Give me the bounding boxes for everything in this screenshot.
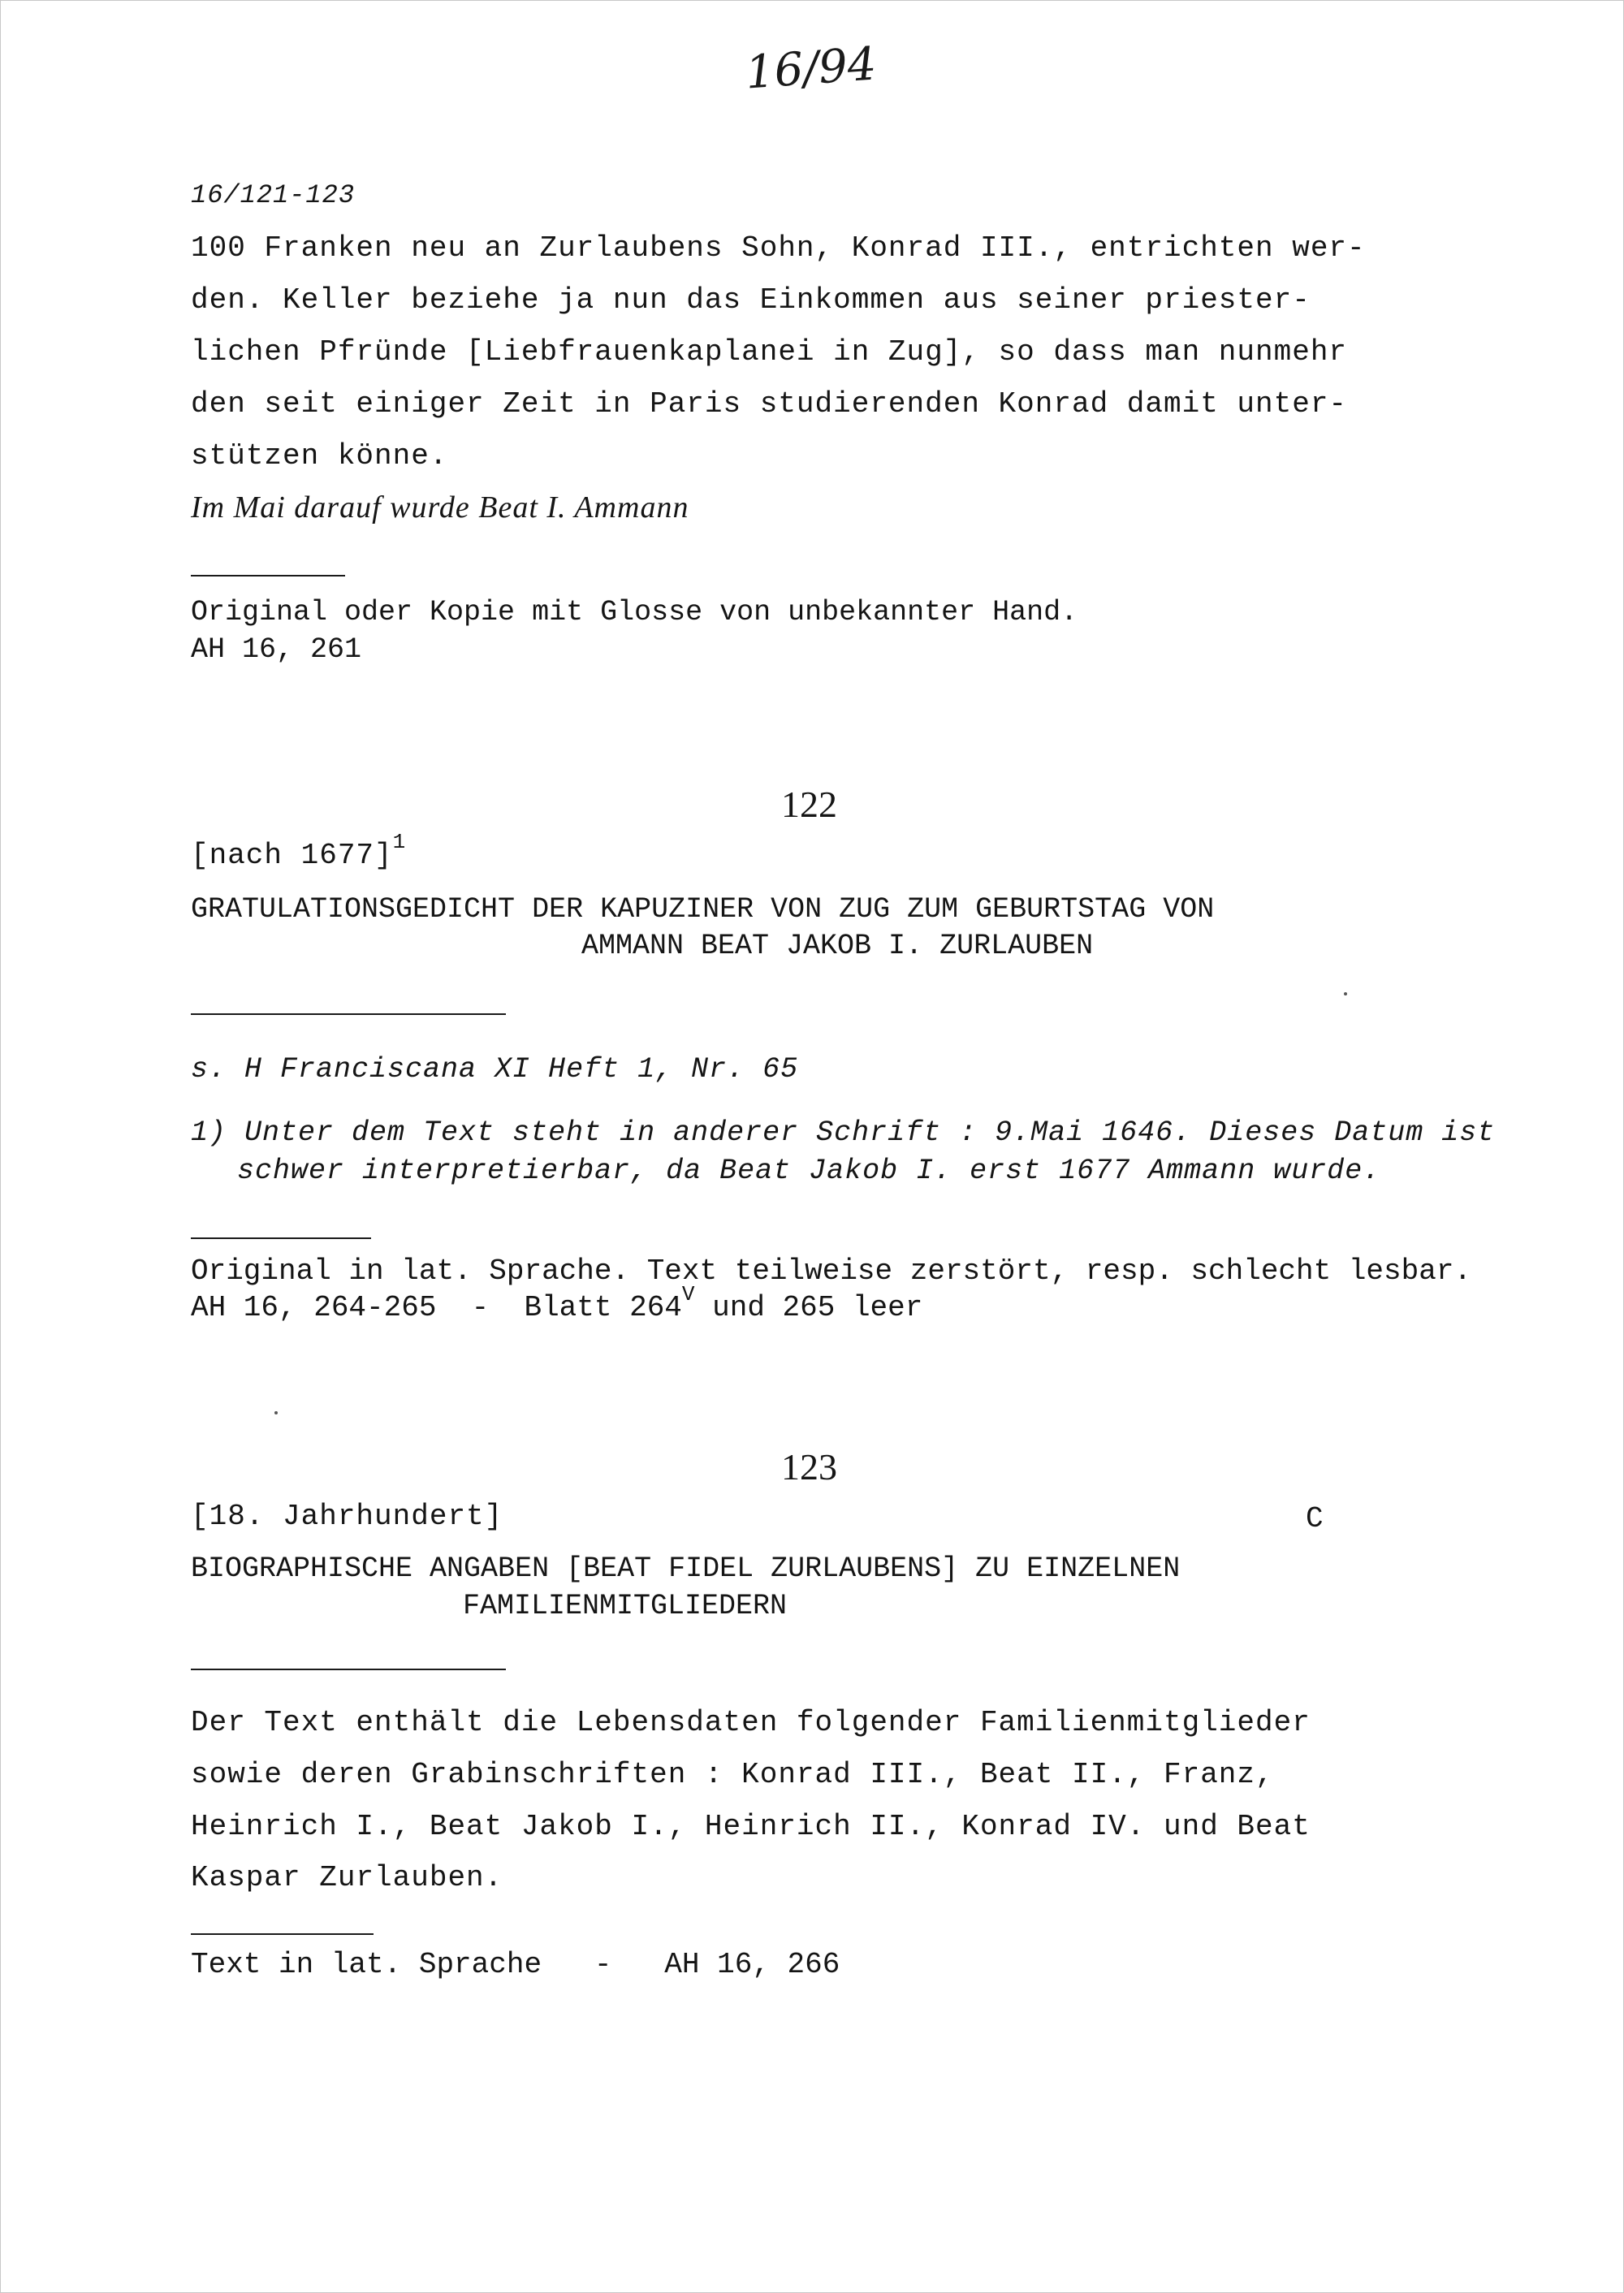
gloss-line: Im Mai darauf wurde Beat I. Ammann [191, 490, 689, 525]
entry-number: 123 [781, 1446, 837, 1488]
archive-reference: Text in lat. Sprache - AH 16, 266 [191, 1948, 840, 1981]
handwritten-page-number: 16/94 [743, 37, 879, 100]
source-note: Original oder Kopie mit Glosse von unbekannter Hand. [191, 596, 1078, 628]
archive-reference-rest: und 265 leer [694, 1291, 923, 1324]
entry-date [191, 830, 407, 872]
verso-marker: V [681, 1282, 695, 1306]
section-rule [191, 1669, 506, 1670]
archive-reference [191, 1282, 923, 1324]
body-line-4: Kaspar Zurlauben. [191, 1861, 503, 1894]
footnote-line-1: 1) Unter dem Text steht in anderer Schrift : 9.Mai 1646. Dieses Datum ist [191, 1116, 1496, 1149]
archive-reference-text: AH 16, 264-265 - Blatt 264 [191, 1291, 682, 1324]
speck [1344, 992, 1347, 995]
body-line-4: den seit einiger Zeit in Paris studierenden Konrad damit unter- [191, 387, 1348, 421]
entry-title-line-2: AMMANN BEAT JAKOB I. ZURLAUBEN [581, 930, 1094, 962]
entry-number: 122 [781, 784, 837, 825]
body-line-1: 100 Franken neu an Zurlaubens Sohn, Konrad III., entrichten wer- [191, 231, 1366, 265]
entry-date: [18. Jahrhundert] [191, 1500, 503, 1533]
source-note: Original in lat. Sprache. Text teilweise zerstört, resp. schlecht lesbar. [191, 1254, 1472, 1288]
archive-reference: AH 16, 261 [191, 633, 362, 666]
footnote-line-2: schwer interpretierbar, da Beat Jakob I. erst 1677 Ammann wurde. [237, 1155, 1381, 1187]
continued-reference: 16/121-123 [191, 180, 356, 210]
body-line-1: Der Text enthält die Lebensdaten folgender Familienmitglieder [191, 1706, 1311, 1739]
entry-title-line-2: FAMILIENMITGLIEDERN [463, 1590, 788, 1622]
classification-marker: C [1306, 1502, 1324, 1535]
entry-date-text: [nach 1677] [191, 839, 393, 872]
body-line-5: stützen könne. [191, 439, 448, 473]
footnote-marker: 1 [392, 830, 407, 854]
body-line-2: den. Keller beziehe ja nun das Einkommen aus seiner priester- [191, 283, 1311, 317]
section-rule [191, 1013, 506, 1015]
speck [274, 1411, 278, 1414]
section-rule [191, 1933, 374, 1935]
section-rule [191, 575, 345, 576]
entry-title-line-1: GRATULATIONSGEDICHT DER KAPUZINER VON ZUG ZUM GEBURTSTAG VON [191, 893, 1215, 926]
entry-title-line-1: BIOGRAPHISCHE ANGABEN [BEAT FIDEL ZURLAUBENS] ZU EINZELNEN [191, 1552, 1181, 1585]
body-line-3: Heinrich I., Beat Jakob I., Heinrich II., Konrad IV. und Beat [191, 1810, 1311, 1843]
body-line-3: lichen Pfründe [Liebfrauenkaplanei in Zug], so dass man nunmehr [191, 335, 1348, 369]
body-line-2: sowie deren Grabinschriften : Konrad III., Beat II., Franz, [191, 1758, 1274, 1791]
section-rule [191, 1237, 371, 1239]
bibliography-reference: s. H Franciscana XI Heft 1, Nr. 65 [191, 1053, 799, 1086]
